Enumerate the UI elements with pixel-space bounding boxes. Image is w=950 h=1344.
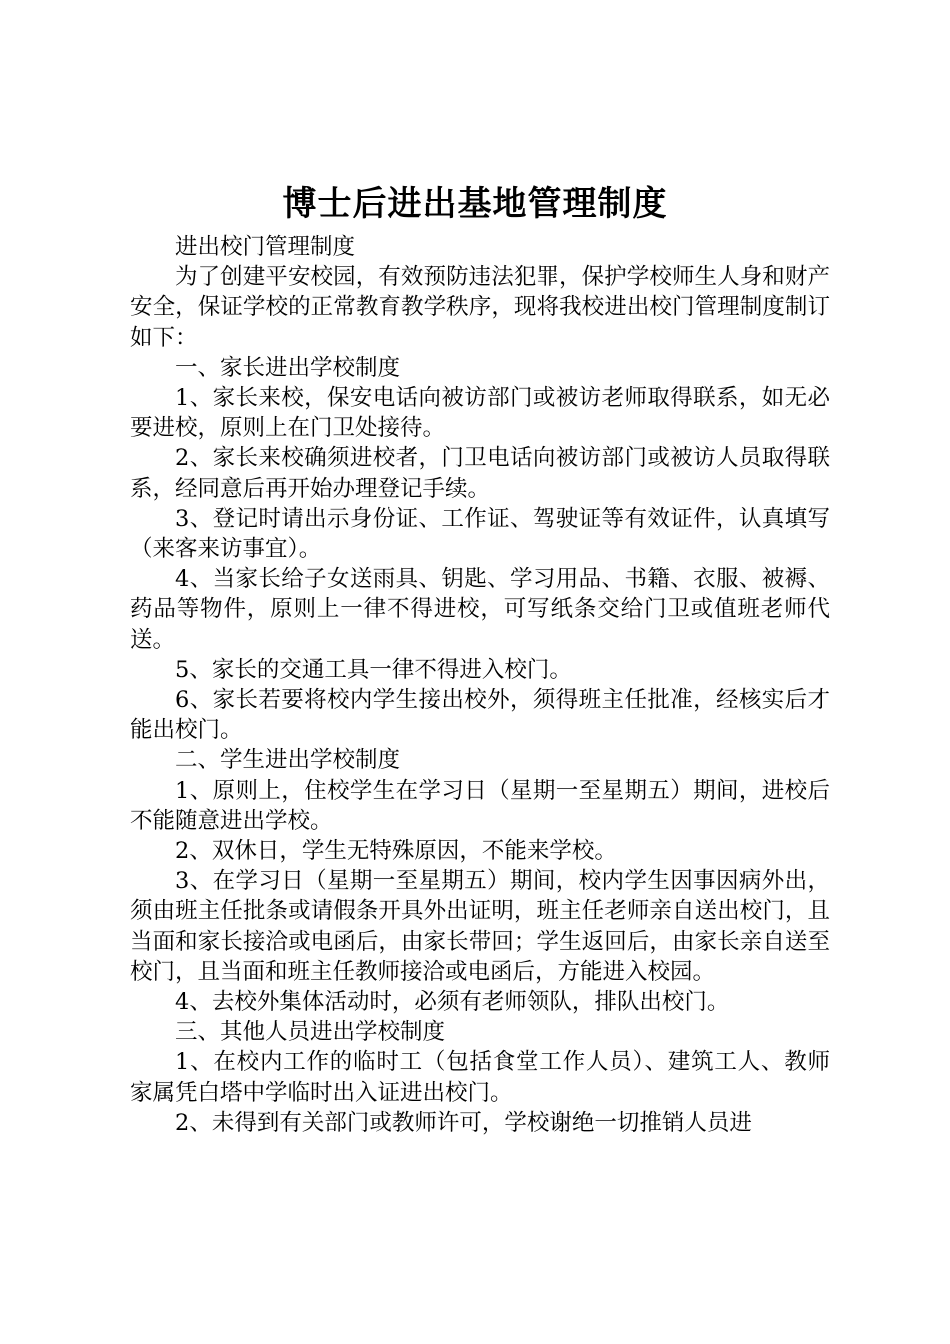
- body-paragraph: 5、家长的交通工具一律不得进入校门。: [175, 656, 572, 683]
- section-heading: 二、学生进出学校制度: [175, 747, 401, 774]
- body-paragraph: 2、未得到有关部门或教师许可，学校谢绝一切推销人员进: [175, 1109, 752, 1136]
- body-paragraph: 1、原则上，住校学生在学习日（星期一至星期五）期间，进校后不能随意进出学校。: [130, 777, 830, 834]
- body-paragraph: 进出校门管理制度: [175, 234, 356, 260]
- body-paragraph: 6、家长若要将校内学生接出校外，须得班主任批准，经核实后才能出校门。: [130, 687, 830, 744]
- document-title: 博士后进出基地管理制度: [282, 184, 668, 224]
- document-body: [130, 232, 830, 1138]
- section-heading: 三、其他人员进出学校制度: [175, 1019, 446, 1046]
- body-paragraph: 1、在校内工作的临时工（包括食堂工作人员）、建筑工人、教师家属凭白塔中学临时出入证进出校门。: [130, 1049, 830, 1106]
- section-heading: 一、家长进出学校制度: [175, 354, 401, 381]
- body-paragraph: 3、在学习日（星期一至星期五）期间，校内学生因事因病外出，须由班主任批条或请假条开具外出证明，班主任老师亲自送出校门，且当面和家长接洽或电函后，由家长带回；学生返回后，由家长亲自送至校门，且当面和班主任教师接洽或电函后，方能进入校园。: [130, 868, 830, 985]
- body-paragraph: 3、登记时请出示身份证、工作证、驾驶证等有效证件，认真填写（来客来访事宜）。: [130, 505, 830, 563]
- body-paragraph: 4、去校外集体活动时，必须有老师领队，排队出校门。: [175, 989, 730, 1016]
- body-paragraph: 2、家长来校确须进校者，门卫电话向被访部门或被访人员取得联系，经同意后再开始办理登记手续。: [130, 445, 830, 502]
- body-paragraph: 为了创建平安校园，有效预防违法犯罪，保护学校师生人身和财产安全，保证学校的正常教育教学秩序，现将我校进出校门管理制度制订如下：: [130, 264, 830, 351]
- body-paragraph: 1、家长来校，保安电话向被访部门或被访老师取得联系，如无必要进校，原则上在门卫处接待。: [130, 385, 830, 442]
- body-paragraph: 4、当家长给子女送雨具、钥匙、学习用品、书籍、衣服、被褥、药品等物件，原则上一律不得进校，可写纸条交给门卫或值班老师代送。: [130, 566, 830, 653]
- body-paragraph: 2、双休日，学生无特殊原因，不能来学校。: [175, 838, 617, 865]
